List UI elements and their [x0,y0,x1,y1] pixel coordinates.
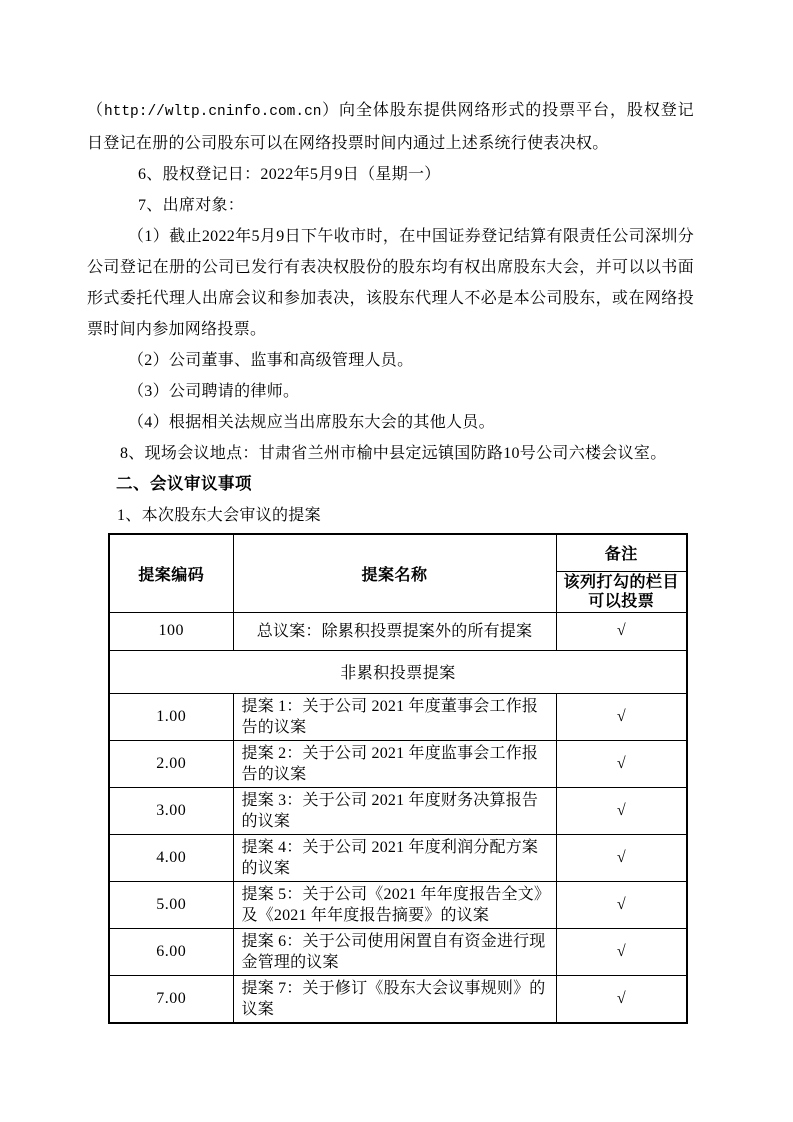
vote-check-mark: √ [556,881,687,928]
proposal-name: 提案 5：关于公司《2021 年年度报告全文》及《2021 年年度报告摘要》的议案 [233,881,556,928]
proposal-code: 4.00 [109,834,233,881]
intro-post: ）向全体股东提供网络形式的投票平台，股权登记日登记在册的公司股东可以在网络投票时间内通过上述系统行使表决权。 [87,102,694,152]
section-heading-review-items: 二、会议审议事项 [116,475,252,493]
proposal-name: 提案 3：关于公司 2021 年度财务决算报告的议案 [233,787,556,834]
proposals-table [108,533,688,1024]
vote-check-mark: √ [556,975,687,1023]
header-cell-remark-sub: 该列打勾的栏目可以投票 [556,571,687,612]
header-cell-remark: 备注 [556,534,687,571]
proposal-row-7 [109,975,687,1023]
proposal-row-5 [109,881,687,928]
proposal-name: 总议案：除累积投票提案外的所有提案 [233,612,556,650]
proposal-row-1 [109,693,687,740]
paragraph-attendees-3: （3）公司聘请的律师。 [128,383,300,400]
proposal-code: 2.00 [109,740,233,787]
paragraph-meeting-place: 8、现场会议地点：甘肃省兰州市榆中县定远镇国防路10号公司六楼会议室。 [120,445,667,462]
proposal-code: 7.00 [109,975,233,1023]
vote-check-mark: √ [556,612,687,650]
general-proposal-row [109,612,687,650]
vote-check-mark: √ [556,693,687,740]
paragraph-attendees-4: （4）根据相关法规应当出席股东大会的其他人员。 [128,414,495,431]
intro-pre: （ [87,102,104,119]
header-cell-proposal-name: 提案名称 [233,534,556,612]
vote-check-mark: √ [556,834,687,881]
paragraph-network-voting [87,95,694,159]
proposal-code: 6.00 [109,928,233,975]
proposal-code: 100 [109,612,233,650]
group-row-non-cumulative [109,650,687,693]
paragraph-attendees-1: （1）截止2022年5月9日下午收市时，在中国证券登记结算有限责任公司深圳分公司登记在册的公司已发行有表决权股份的股东均有权出席股东大会，并可以以书面形式委托代理人出席会议和参加表决，该股东代理人不必是本公司股东，或在网络投票时间内参加网络投票。 [87,228,694,338]
voting-platform-url: http://wltp.cninfo.com.cn [103,104,322,120]
proposal-code: 1.00 [109,693,233,740]
proposal-row-6 [109,928,687,975]
proposal-code: 3.00 [109,787,233,834]
proposal-name: 提案 2：关于公司 2021 年度监事会工作报告的议案 [233,740,556,787]
proposal-row-3 [109,787,687,834]
header-cell-proposal-code: 提案编码 [109,534,233,612]
paragraph-attendees-2: （2）公司董事、监事和高级管理人员。 [128,352,414,369]
table-caption-proposals: 1、本次股东大会审议的提案 [117,507,321,524]
proposal-name: 提案 6：关于公司使用闲置自有资金进行现金管理的议案 [233,928,556,975]
proposal-name: 提案 7：关于修订《股东大会议事规则》的议案 [233,975,556,1023]
vote-check-mark: √ [556,787,687,834]
vote-check-mark: √ [556,928,687,975]
vote-check-mark: √ [556,740,687,787]
proposal-name: 提案 4：关于公司 2021 年度利润分配方案的议案 [233,834,556,881]
proposal-code: 5.00 [109,881,233,928]
proposal-row-4 [109,834,687,881]
paragraph-attendees: 7、出席对象： [138,197,245,214]
paragraph-record-date: 6、股权登记日：2022年5月9日（星期一） [138,166,441,183]
proposal-row-2 [109,740,687,787]
group-row-label: 非累积投票提案 [109,650,687,693]
table-header-row-1 [109,534,687,571]
proposal-name: 提案 1：关于公司 2021 年度董事会工作报告的议案 [233,693,556,740]
